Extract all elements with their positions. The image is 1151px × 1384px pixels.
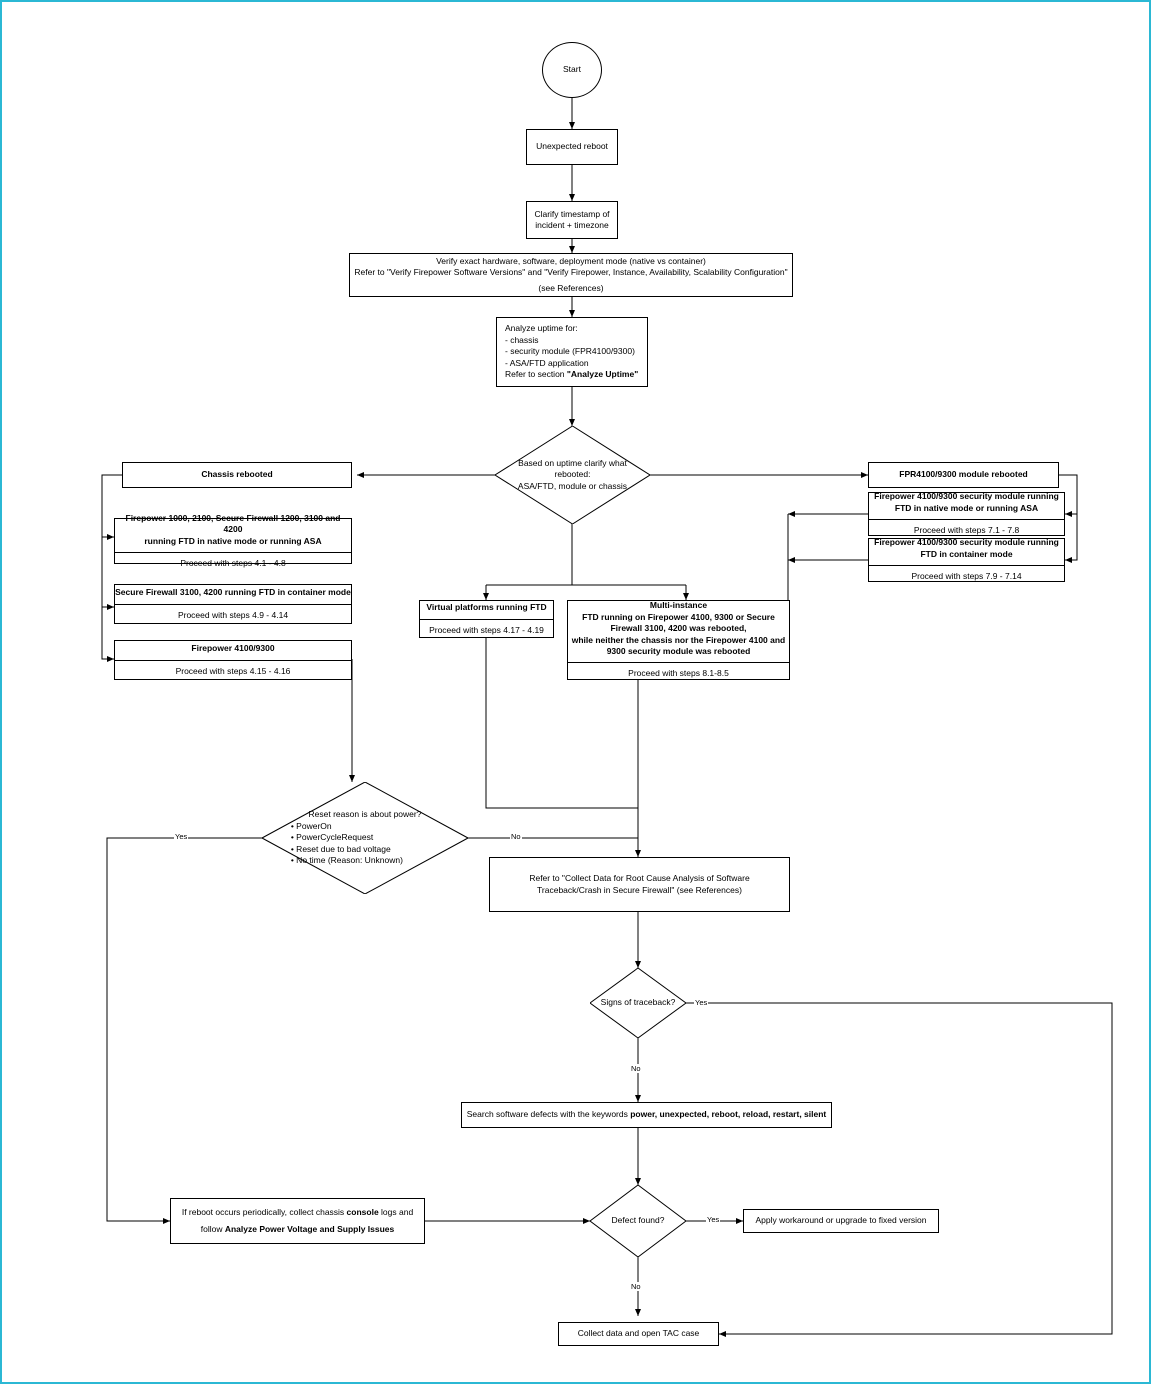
reset-reason-bullet-1: • PowerOn — [290, 820, 332, 831]
divider — [420, 619, 553, 620]
container-mode-steps: Proceed with steps 4.9 - 4.14 — [177, 609, 289, 620]
verify-hardware-line2: Refer to "Verify Firepower Software Versions" and "Verify Firepower, Instance, Availability, Scalability Configuration" — [354, 267, 788, 278]
firepower-4100-9300-steps: Proceed with steps 4.15 - 4.16 — [175, 665, 291, 676]
multi-instance-title2: FTD running on Firepower 4100, 9300 or Secure — [582, 611, 775, 622]
divider — [115, 660, 351, 661]
analyze-uptime-line4: - ASA/FTD application — [505, 357, 589, 368]
periodic-reboot-section-name: Analyze Power Voltage and Supply Issues — [224, 1224, 395, 1234]
edge-label-reset-yes: Yes — [175, 832, 188, 841]
periodic-reboot-console-keyword: console — [346, 1206, 379, 1217]
clarify-timestamp-line2: incident + timezone — [535, 220, 609, 230]
native-mode-asa-title — [113, 511, 353, 549]
edge-label-traceback-yes: Yes — [695, 998, 708, 1007]
multi-instance-title3: Firewall 3100, 4200 was rebooted, — [610, 623, 747, 634]
node-fpr-module-rebooted — [868, 462, 1059, 488]
node-verify-hardware — [349, 253, 793, 297]
decision-what-rebooted — [495, 426, 650, 524]
periodic-reboot-line2 — [175, 1224, 420, 1235]
multi-instance-title5: 9300 security module was rebooted — [606, 645, 751, 656]
security-module-container-title — [867, 535, 1066, 562]
periodic-reboot-line1c: logs and — [378, 1206, 414, 1217]
collect-rca-line2: Traceback/Crash in Secure Firewall" (see References) — [537, 884, 742, 895]
node-search-software-defects — [461, 1102, 832, 1128]
node-security-module-container — [868, 538, 1065, 582]
security-module-container-title2: FTD in container mode — [920, 548, 1013, 559]
collect-tac-label: Collect data and open TAC case — [577, 1328, 700, 1339]
node-security-module-native — [868, 492, 1065, 536]
security-module-container-title1: Firepower 4100/9300 security module running — [874, 537, 1059, 548]
reset-reason-bullet-2: • PowerCycleRequest — [290, 832, 374, 843]
verify-hardware-line1: Verify exact hardware, software, deployment mode (native vs container) — [436, 256, 706, 266]
security-module-container-steps: Proceed with steps 7.9 - 7.14 — [911, 571, 1022, 582]
verify-hardware-line3: (see References) — [538, 282, 604, 293]
analyze-uptime-line5 — [505, 369, 643, 380]
edge-label-defect-yes: Yes — [707, 1215, 720, 1224]
node-collect-data-open-tac-case — [558, 1322, 719, 1346]
periodic-reboot-line1 — [175, 1207, 420, 1218]
signs-of-traceback-label: Signs of traceback? — [600, 997, 676, 1008]
analyze-uptime-line1: Analyze uptime for: — [505, 323, 578, 334]
security-module-native-steps: Proceed with steps 7.1 - 7.8 — [913, 525, 1020, 536]
collect-rca-line1: Refer to "Collect Data for Root Cause Analysis of Software — [529, 873, 750, 884]
container-mode-title: Secure Firewall 3100, 4200 running FTD in container mode — [115, 587, 351, 598]
defect-found-label: Defect found? — [611, 1215, 665, 1226]
node-firepower-4100-9300 — [114, 640, 352, 680]
divider — [115, 552, 351, 553]
node-chassis-rebooted — [122, 462, 352, 488]
apply-workaround-label: Apply workaround or upgrade to fixed version — [755, 1215, 927, 1226]
start-label: Start — [563, 64, 581, 75]
multi-instance-title1: Multi-instance — [649, 600, 708, 611]
divider — [115, 604, 351, 605]
virtual-platforms-title: Virtual platforms running FTD — [426, 602, 547, 613]
decision-defect-found — [590, 1185, 686, 1257]
reset-reason-bullet-4: • No time (Reason: Unknown) — [290, 855, 403, 866]
search-defects-text — [466, 1109, 827, 1120]
unexpected-reboot-label: Unexpected reboot — [536, 141, 608, 152]
node-container-mode-3100-4200 — [114, 584, 352, 624]
analyze-uptime-line2: - chassis — [505, 334, 539, 345]
reset-reason-bullet-3: • Reset due to bad voltage — [290, 843, 391, 854]
decision-what-rebooted-label — [506, 458, 639, 492]
multi-instance-title4: while neither the chassis nor the Firepower 4100 and — [571, 634, 786, 645]
security-module-native-title1: Firepower 4100/9300 security module running — [874, 491, 1059, 502]
node-apply-workaround — [743, 1209, 939, 1233]
node-clarify-timestamp — [526, 201, 618, 239]
node-start — [542, 42, 602, 98]
edge-label-traceback-no: No — [631, 1064, 641, 1073]
node-periodic-reboot-console-logs — [170, 1198, 425, 1244]
decision-reset-reason — [262, 782, 468, 894]
periodic-reboot-line1a: If reboot occurs periodically, collect chassis — [181, 1206, 347, 1217]
security-module-native-title2: FTD in native mode or running ASA — [894, 502, 1039, 513]
divider — [869, 565, 1064, 566]
analyze-uptime-line3: - security module (FPR4100/9300) — [505, 346, 635, 357]
virtual-platforms-steps: Proceed with steps 4.17 - 4.19 — [429, 624, 544, 635]
native-mode-asa-steps: Proceed with steps 4.1 - 4.8 — [180, 557, 286, 568]
decision-what-rebooted-line1: Based on uptime clarify what rebooted: — [518, 457, 627, 480]
reset-reason-question: Reset reason is about power? — [308, 809, 422, 820]
search-defects-keywords: power, unexpected, reboot, reload, restart, silent — [630, 1109, 827, 1120]
periodic-reboot-line2a: follow — [200, 1224, 225, 1234]
node-unexpected-reboot — [526, 129, 618, 165]
node-native-mode-asa — [114, 512, 352, 568]
native-mode-asa-title2: running FTD in native mode or running ASA — [144, 535, 322, 546]
divider — [869, 519, 1064, 520]
divider — [568, 662, 789, 663]
multi-instance-title — [566, 598, 791, 659]
node-collect-rca-reference — [489, 857, 790, 912]
firepower-4100-9300-title: Firepower 4100/9300 — [191, 643, 275, 654]
decision-reset-reason-label — [291, 809, 439, 866]
security-module-native-title — [867, 489, 1066, 516]
chassis-rebooted-label: Chassis rebooted — [201, 469, 273, 480]
node-analyze-uptime — [496, 317, 648, 387]
edge-label-reset-no: No — [511, 832, 521, 841]
fpr-module-rebooted-label: FPR4100/9300 module rebooted — [899, 469, 1028, 480]
search-defects-prefix: Search software defects with the keywords — [466, 1109, 631, 1120]
node-virtual-platforms — [419, 600, 554, 638]
edge-label-defect-no: No — [631, 1282, 641, 1291]
clarify-timestamp-line1: Clarify timestamp of — [534, 208, 610, 219]
analyze-uptime-refer-text: Refer to section — [505, 369, 567, 380]
native-mode-asa-title1: Firepower 1000, 2100, Secure Firewall 1200, 3100 and 4200 — [125, 512, 341, 535]
analyze-uptime-section-name: "Analyze Uptime" — [566, 369, 639, 380]
decision-what-rebooted-line2: ASA/FTD, module or chassis — [517, 480, 628, 491]
node-multi-instance — [567, 600, 790, 680]
decision-signs-of-traceback — [590, 968, 686, 1038]
multi-instance-steps: Proceed with steps 8.1-8.5 — [628, 668, 729, 679]
